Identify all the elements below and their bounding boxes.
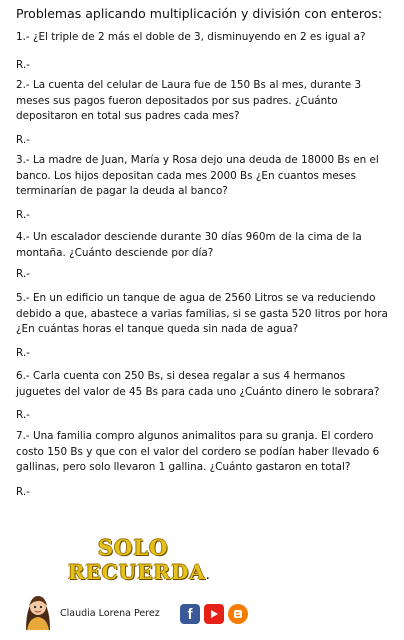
- answer-6: R.-: [16, 409, 30, 421]
- problem-3: 3.- La madre de Juan, María y Rosa dejo una deuda de 18000 Bs en el banco. Los hijos depositan cada mes 2000 Bs ¿En cuantos meses terminarían de pagar la deuda al banco?: [16, 154, 379, 197]
- worksheet-title: Problemas aplicando multiplicación y división con enteros:: [16, 6, 383, 21]
- logo-line-1: SOLO: [98, 535, 169, 560]
- play-icon: [208, 608, 220, 620]
- answer-3: R.-: [16, 209, 30, 221]
- logo-dot: .: [205, 571, 211, 582]
- logo-line-2-text: RECUERDA: [68, 560, 206, 584]
- problem-1: 1.- ¿El triple de 2 más el doble de 3, disminuyendo en 2 es igual a?: [16, 31, 366, 43]
- answer-4: R.-: [16, 268, 30, 280]
- facebook-icon[interactable]: [180, 604, 200, 624]
- problem-7: 7.- Una familia compro algunos animalitos para su granja. El cordero costo 150 Bs y que con el valor del cordero se podían haber llevado 6 gallinas, pero solo llevaron 1 gallina. ¿Cuánto gastaron en total?: [16, 430, 380, 473]
- problem-6: 6.- Carla cuenta con 250 Bs, si desea regalar a sus 4 hermanos juguetes del valor de 45 Bs para cada uno ¿Cuánto dinero le sobrara?: [16, 370, 380, 398]
- problem-4: 4.- Un escalador desciende durante 30 días 960m de la cima de la montaña. ¿Cuánto desciende por día?: [16, 231, 362, 259]
- blogger-b-icon: [232, 608, 244, 620]
- youtube-icon[interactable]: [204, 604, 224, 624]
- logo-line-2: [68, 560, 211, 589]
- answer-5: R.-: [16, 347, 30, 359]
- answer-2: R.-: [16, 134, 30, 146]
- author-name: Claudia Lorena Perez: [60, 608, 160, 619]
- problem-5: 5.- En un edificio un tanque de agua de 2560 Litros se va reduciendo debido a que, abastece a varias familias, si se gasta 520 litros por hora ¿En cuántas horas el tanque queda sin nada de agua?: [16, 292, 388, 335]
- author-footer: [14, 588, 394, 634]
- problem-2: 2.- La cuenta del celular de Laura fue de 150 Bs al mes, durante 3 meses sus pagos fueron depositados por sus padres. ¿Cuánto depositaron en total sus padres cada mes?: [16, 79, 362, 122]
- avatar-icon: [20, 590, 56, 630]
- answer-7: R.-: [16, 486, 30, 498]
- answer-1: R.-: [16, 59, 30, 71]
- facebook-glyph: f: [187, 605, 193, 623]
- blogger-icon[interactable]: [228, 604, 248, 624]
- solo-recuerda-logo: [68, 535, 211, 589]
